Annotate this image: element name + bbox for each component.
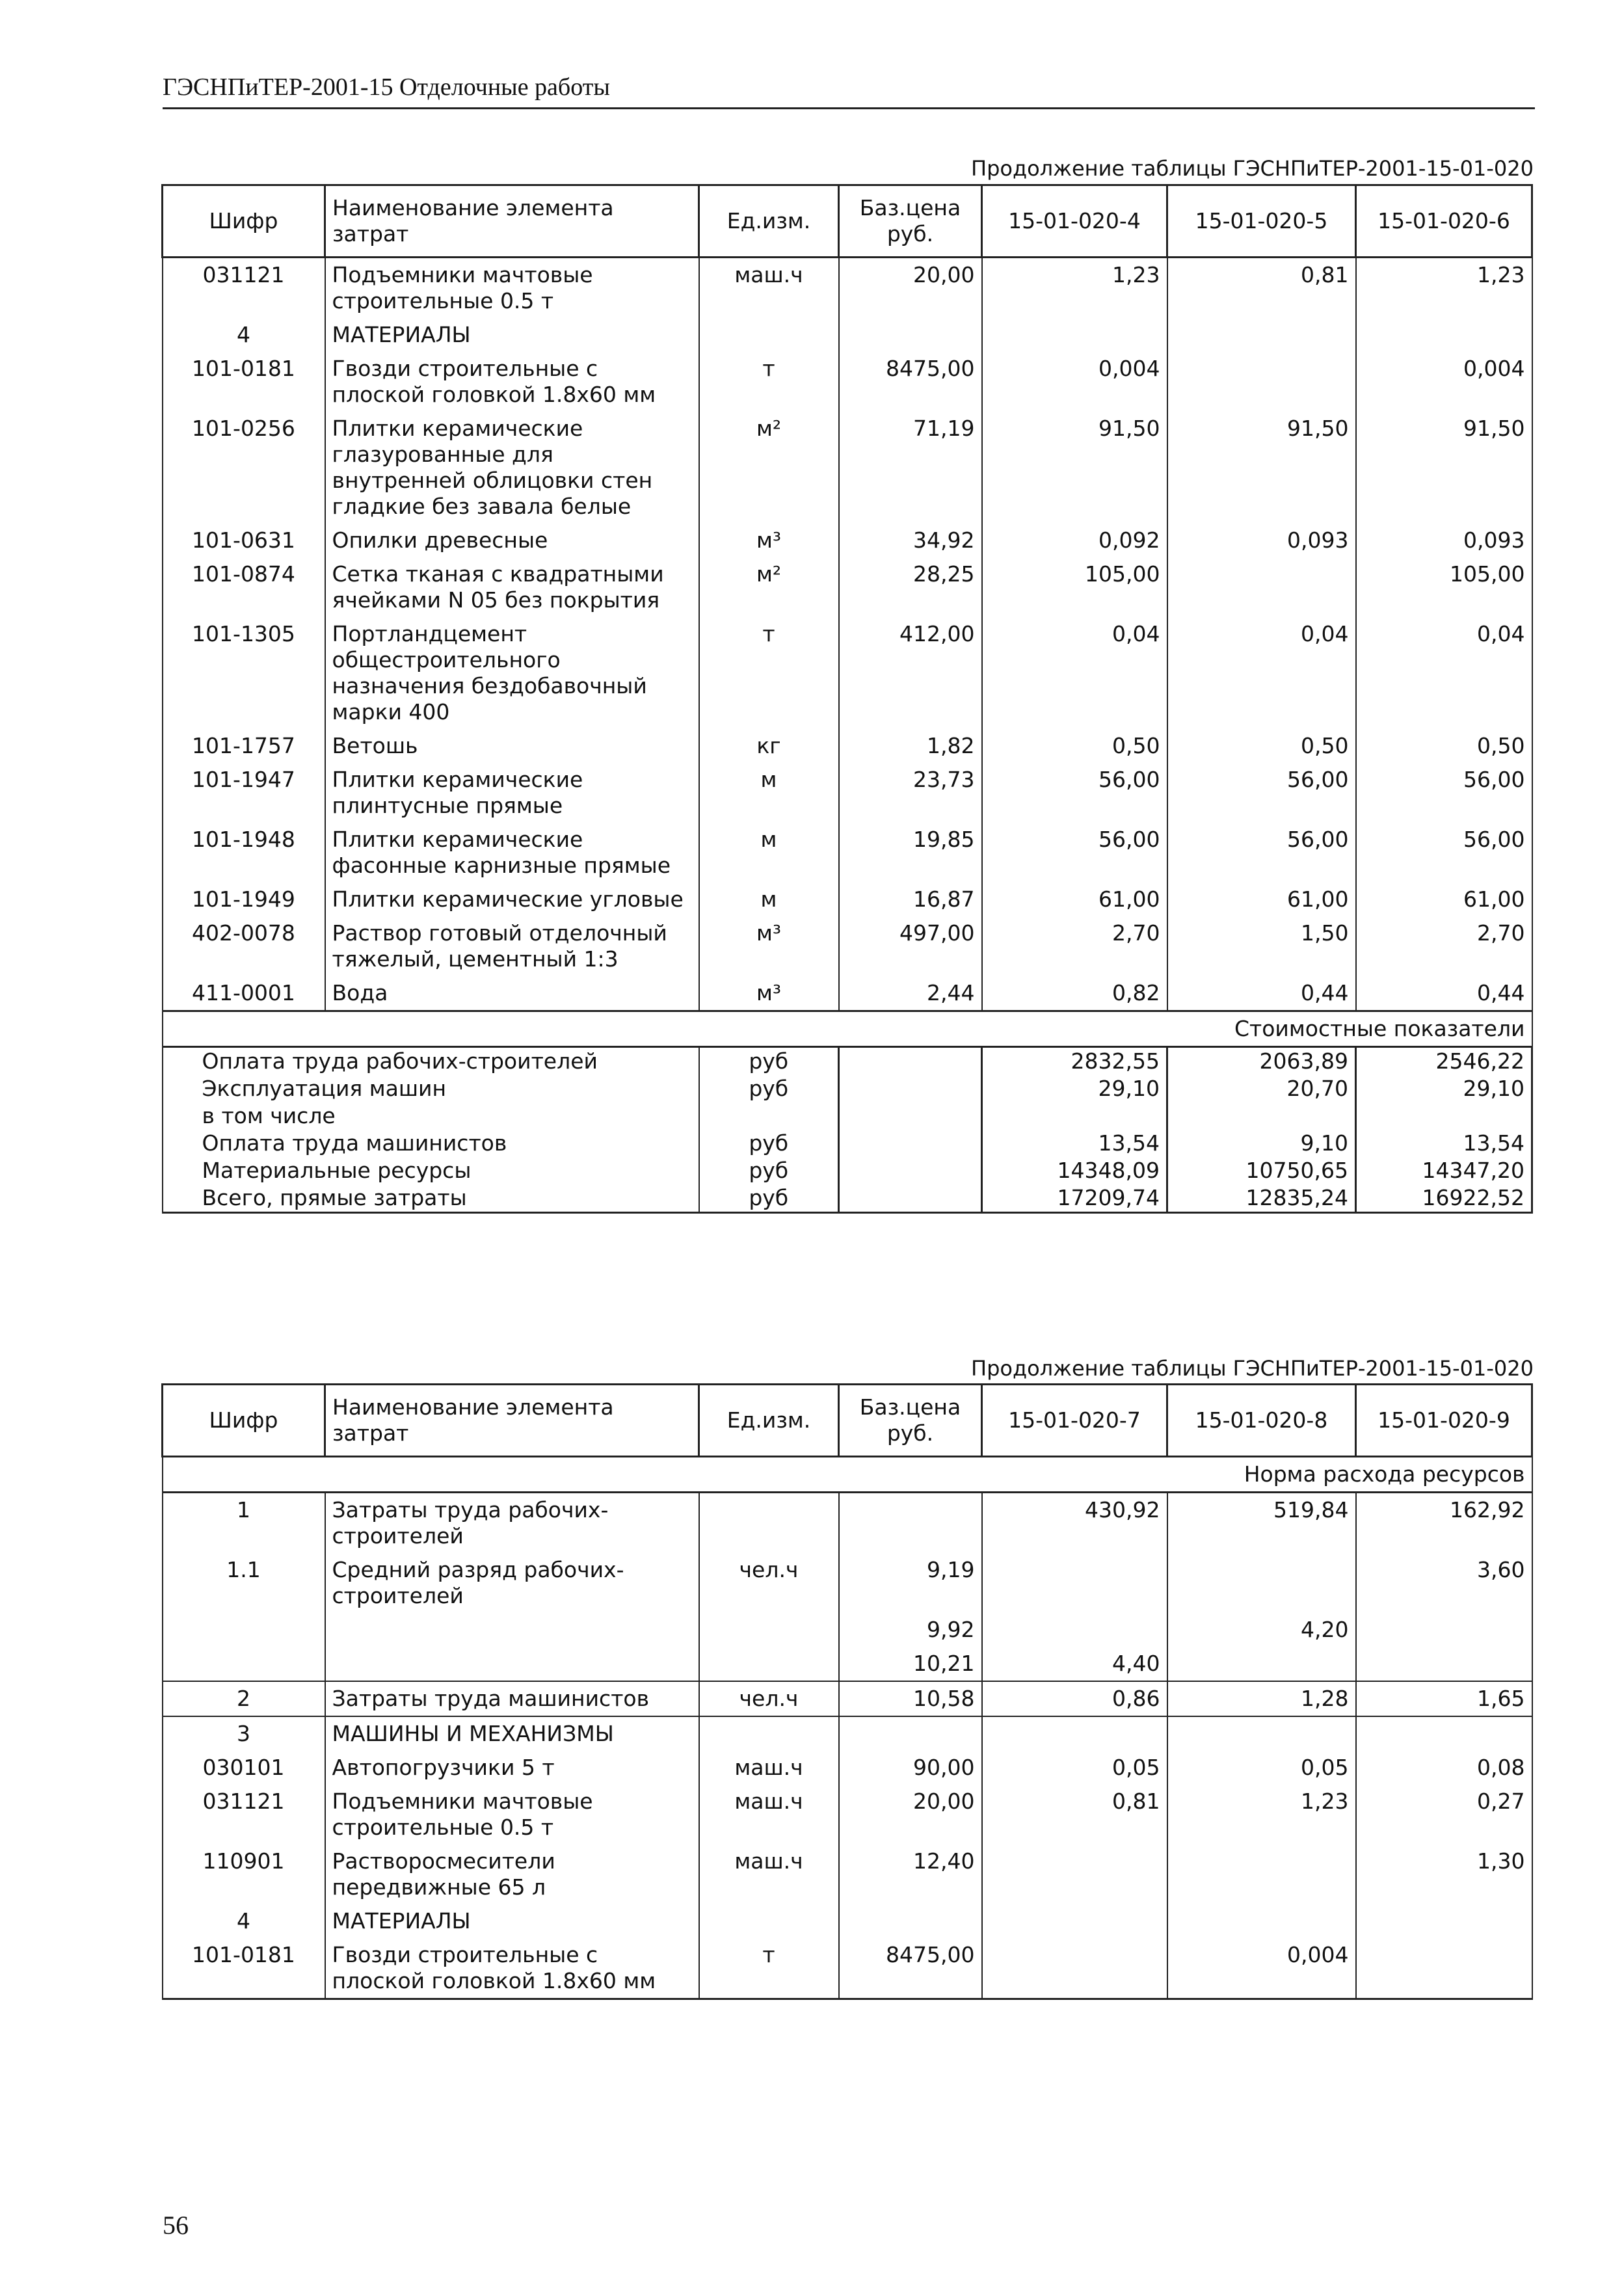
cell-value-1: 61,00 (982, 883, 1167, 916)
cell-name: Портландцемент общестроительного назначения бездобавочный марки 400 (325, 617, 699, 729)
header-rule (163, 107, 1535, 109)
cell-value-3 (1356, 1938, 1532, 1999)
cell-value-3: 0,04 (1356, 617, 1532, 729)
table-row (163, 524, 1532, 557)
cell-price (839, 1493, 982, 1554)
cell-value-1: 0,50 (982, 729, 1167, 763)
cell-value-3: 162,92 (1356, 1493, 1532, 1554)
summary-value-2: 12835,24 (1167, 1184, 1356, 1213)
summary-unit: руб (699, 1075, 839, 1102)
cell-price: 412,00 (839, 617, 982, 729)
cell-name: Раствор готовый отделочный тяжелый, цементный 1:3 (325, 916, 699, 976)
cell-value-3: 0,08 (1356, 1751, 1532, 1785)
summary-spacer (839, 1130, 982, 1157)
cell-value-2 (1167, 318, 1356, 352)
cell-value-1: 0,81 (982, 1785, 1167, 1844)
table-row (163, 1493, 1532, 1554)
cell-value-2: 519,84 (1167, 1493, 1356, 1554)
summary-value-1: 29,10 (982, 1075, 1167, 1102)
cell-unit: т (699, 1938, 839, 1999)
cell-name: Подъемники мачтовые строительные 0.5 т (325, 258, 699, 319)
cell-unit: м² (699, 412, 839, 524)
header-code: Шифр (163, 1385, 325, 1457)
table-row (163, 1553, 1532, 1613)
cell-unit: м³ (699, 976, 839, 1011)
cell-price: 10,58 (839, 1681, 982, 1716)
cell-value-2: 4,20 (1167, 1613, 1356, 1647)
cell-price: 1,82 (839, 729, 982, 763)
cell-value-3 (1356, 318, 1532, 352)
cell-price: 71,19 (839, 412, 982, 524)
cell-value-2: 61,00 (1167, 883, 1356, 916)
cell-price: 497,00 (839, 916, 982, 976)
cell-price: 9,19 (839, 1553, 982, 1613)
summary-label: Оплата труда рабочих-строителей (163, 1047, 699, 1076)
page-number: 56 (163, 2211, 189, 2240)
header-name: Наименование элемента затрат (325, 185, 699, 258)
cell-code: 4 (163, 318, 325, 352)
summary-value-2: 10750,65 (1167, 1157, 1356, 1184)
cell-value-3: 2,70 (1356, 916, 1532, 976)
summary-value-3: 2546,22 (1356, 1047, 1532, 1076)
table-row (163, 1751, 1532, 1785)
header-col-2: 15-01-020-8 (1167, 1385, 1356, 1457)
cell-value-3 (1356, 1716, 1532, 1751)
table-row (163, 823, 1532, 883)
continuation-title-1: Продолжение таблицы ГЭСНПиТЕР-2001-15-01-020 (971, 156, 1534, 181)
summary-value-2: 9,10 (1167, 1130, 1356, 1157)
cell-value-3 (1356, 1904, 1532, 1938)
cell-name: Средний разряд рабочих-строителей (325, 1553, 699, 1613)
cell-code (163, 1613, 325, 1647)
cell-code: 101-1305 (163, 617, 325, 729)
cell-value-3: 3,60 (1356, 1553, 1532, 1613)
cell-unit (699, 318, 839, 352)
cell-value-2 (1167, 1647, 1356, 1681)
table-header-row (163, 1385, 1532, 1457)
cell-price: 34,92 (839, 524, 982, 557)
section-row (163, 1716, 1532, 1751)
header-col-3: 15-01-020-6 (1356, 185, 1532, 258)
summary-unit: руб (699, 1184, 839, 1213)
cell-price (839, 1904, 982, 1938)
cell-value-2: 0,004 (1167, 1938, 1356, 1999)
summary-value-3 (1356, 1102, 1532, 1130)
cell-value-1 (982, 1716, 1167, 1751)
table-row (163, 1613, 1532, 1647)
cell-unit: маш.ч (699, 1785, 839, 1844)
cell-code: 031121 (163, 1785, 325, 1844)
cell-code: 402-0078 (163, 916, 325, 976)
cell-unit (699, 1647, 839, 1681)
cell-name: Плитки керамические угловые (325, 883, 699, 916)
cell-price: 20,00 (839, 1785, 982, 1844)
cell-code: 101-1948 (163, 823, 325, 883)
cell-value-3: 1,30 (1356, 1844, 1532, 1904)
cell-value-2: 0,81 (1167, 258, 1356, 319)
cell-value-3: 61,00 (1356, 883, 1532, 916)
table-row (163, 1647, 1532, 1681)
summary-unit: руб (699, 1130, 839, 1157)
summary-row (163, 1102, 1532, 1130)
cell-code: 3 (163, 1716, 325, 1751)
cell-name: Затраты труда машинистов (325, 1681, 699, 1716)
cell-value-1: 1,23 (982, 258, 1167, 319)
continuation-title-2: Продолжение таблицы ГЭСНПиТЕР-2001-15-01-020 (971, 1356, 1534, 1381)
cell-unit: кг (699, 729, 839, 763)
table-2-body (163, 1457, 1532, 1999)
summary-value-2 (1167, 1102, 1356, 1130)
cell-name: Автопогрузчики 5 т (325, 1751, 699, 1785)
cell-code: 101-0181 (163, 1938, 325, 1999)
cell-value-2: 0,50 (1167, 729, 1356, 763)
cell-value-3: 0,004 (1356, 352, 1532, 412)
norm-title: Норма расхода ресурсов (163, 1457, 1532, 1493)
summary-spacer (839, 1184, 982, 1213)
summary-spacer (839, 1102, 982, 1130)
summary-row (163, 1157, 1532, 1184)
cell-code: 101-0631 (163, 524, 325, 557)
cell-value-2: 91,50 (1167, 412, 1356, 524)
header-col-2: 15-01-020-5 (1167, 185, 1356, 258)
cell-value-3: 0,44 (1356, 976, 1532, 1011)
cell-code: 1.1 (163, 1553, 325, 1613)
cell-value-2: 0,05 (1167, 1751, 1356, 1785)
cell-price: 20,00 (839, 258, 982, 319)
table-row (163, 1844, 1532, 1904)
summary-spacer (839, 1047, 982, 1076)
cell-value-1 (982, 1904, 1167, 1938)
cell-value-3: 0,50 (1356, 729, 1532, 763)
summary-label: в том числе (163, 1102, 699, 1130)
cell-code: 101-0181 (163, 352, 325, 412)
cell-value-1: 56,00 (982, 823, 1167, 883)
header-price: Баз.цена руб. (839, 185, 982, 258)
header-unit: Ед.изм. (699, 185, 839, 258)
cell-name: МАШИНЫ И МЕХАНИЗМЫ (325, 1716, 699, 1751)
cell-code: 101-0256 (163, 412, 325, 524)
cell-unit (699, 1613, 839, 1647)
header-price: Баз.цена руб. (839, 1385, 982, 1457)
cell-value-2: 56,00 (1167, 763, 1356, 823)
header-code: Шифр (163, 185, 325, 258)
cell-name: Плитки керамические фасонные карнизные прямые (325, 823, 699, 883)
summary-label: Всего, прямые затраты (163, 1184, 699, 1213)
cell-value-1 (982, 1844, 1167, 1904)
cell-value-1: 4,40 (982, 1647, 1167, 1681)
cell-value-3: 0,093 (1356, 524, 1532, 557)
cell-name: Растворосмесители передвижные 65 л (325, 1844, 699, 1904)
cell-value-1: 430,92 (982, 1493, 1167, 1554)
cell-value-1: 56,00 (982, 763, 1167, 823)
cell-price (839, 1716, 982, 1751)
cell-price: 10,21 (839, 1647, 982, 1681)
header-unit: Ед.изм. (699, 1385, 839, 1457)
cell-name: МАТЕРИАЛЫ (325, 1904, 699, 1938)
summary-value-1 (982, 1102, 1167, 1130)
cell-code: 101-0874 (163, 557, 325, 617)
table-row (163, 883, 1532, 916)
summary-row (163, 1047, 1532, 1076)
table-row (163, 916, 1532, 976)
cell-value-1: 0,04 (982, 617, 1167, 729)
cell-value-3: 56,00 (1356, 763, 1532, 823)
cell-name: Плитки керамические плинтусные прямые (325, 763, 699, 823)
cell-value-1: 105,00 (982, 557, 1167, 617)
cell-value-3: 105,00 (1356, 557, 1532, 617)
cell-value-1: 0,05 (982, 1751, 1167, 1785)
cell-code: 101-1949 (163, 883, 325, 916)
cell-unit: чел.ч (699, 1553, 839, 1613)
cell-unit (699, 1904, 839, 1938)
cell-code: 2 (163, 1681, 325, 1716)
header-name: Наименование элемента затрат (325, 1385, 699, 1457)
cost-title-row (163, 1011, 1532, 1047)
table-row (163, 1681, 1532, 1716)
summary-unit (699, 1102, 839, 1130)
cell-unit: маш.ч (699, 1844, 839, 1904)
table-row (163, 352, 1532, 412)
cost-title: Стоимостные показатели (163, 1011, 1532, 1047)
summary-value-1: 17209,74 (982, 1184, 1167, 1213)
cell-price: 28,25 (839, 557, 982, 617)
cell-value-3: 1,65 (1356, 1681, 1532, 1716)
cell-name: Вода (325, 976, 699, 1011)
summary-spacer (839, 1075, 982, 1102)
cell-value-1 (982, 1938, 1167, 1999)
header-col-1: 15-01-020-7 (982, 1385, 1167, 1457)
cell-price: 2,44 (839, 976, 982, 1011)
cell-name (325, 1647, 699, 1681)
cell-value-1: 91,50 (982, 412, 1167, 524)
summary-row (163, 1075, 1532, 1102)
cell-unit: м (699, 823, 839, 883)
cell-value-1 (982, 318, 1167, 352)
cell-unit (699, 1716, 839, 1751)
cell-name: МАТЕРИАЛЫ (325, 318, 699, 352)
table-row (163, 258, 1532, 319)
summary-value-3: 16922,52 (1356, 1184, 1532, 1213)
cell-unit: т (699, 617, 839, 729)
cell-unit: м (699, 763, 839, 823)
cell-value-1: 2,70 (982, 916, 1167, 976)
cell-name: Ветошь (325, 729, 699, 763)
cell-value-2: 1,28 (1167, 1681, 1356, 1716)
cell-code: 110901 (163, 1844, 325, 1904)
summary-value-1: 13,54 (982, 1130, 1167, 1157)
summary-value-2: 20,70 (1167, 1075, 1356, 1102)
cell-value-1 (982, 1613, 1167, 1647)
summary-value-3: 14347,20 (1356, 1157, 1532, 1184)
cell-price: 16,87 (839, 883, 982, 916)
estimate-table-2 (161, 1383, 1533, 2000)
cell-name (325, 1613, 699, 1647)
cell-unit: маш.ч (699, 258, 839, 319)
cell-name: Опилки древесные (325, 524, 699, 557)
cell-code: 4 (163, 1904, 325, 1938)
summary-value-1: 2832,55 (982, 1047, 1167, 1076)
cell-value-2: 0,44 (1167, 976, 1356, 1011)
cell-price: 12,40 (839, 1844, 982, 1904)
cell-price: 23,73 (839, 763, 982, 823)
table-header-row (163, 185, 1532, 258)
table-row (163, 557, 1532, 617)
summary-label: Эксплуатация машин (163, 1075, 699, 1102)
cell-price: 9,92 (839, 1613, 982, 1647)
summary-label: Оплата труда машинистов (163, 1130, 699, 1157)
cell-value-1: 0,82 (982, 976, 1167, 1011)
cell-code: 101-1757 (163, 729, 325, 763)
estimate-table-1 (161, 184, 1533, 1214)
cell-name: Гвозди строительные с плоской головкой 1.8х60 мм (325, 1938, 699, 1999)
cell-code: 411-0001 (163, 976, 325, 1011)
table-row (163, 763, 1532, 823)
summary-value-3: 13,54 (1356, 1130, 1532, 1157)
table-row (163, 1785, 1532, 1844)
section-row (163, 1904, 1532, 1938)
cell-unit: м (699, 883, 839, 916)
cell-value-1: 0,86 (982, 1681, 1167, 1716)
cell-value-2 (1167, 1553, 1356, 1613)
summary-value-1: 14348,09 (982, 1157, 1167, 1184)
cell-name: Плитки керамические глазурованные для внутренней облицовки стен гладкие без завала белые (325, 412, 699, 524)
cell-unit: м³ (699, 916, 839, 976)
cell-name: Подъемники мачтовые строительные 0.5 т (325, 1785, 699, 1844)
cell-value-2: 1,23 (1167, 1785, 1356, 1844)
cell-unit: т (699, 352, 839, 412)
cell-code: 030101 (163, 1751, 325, 1785)
summary-row (163, 1184, 1532, 1213)
cell-name: Гвозди строительные с плоской головкой 1.8х60 мм (325, 352, 699, 412)
cell-price (839, 318, 982, 352)
cell-unit (699, 1493, 839, 1554)
cell-code: 031121 (163, 258, 325, 319)
cell-value-2 (1167, 1716, 1356, 1751)
cell-price: 8475,00 (839, 1938, 982, 1999)
cell-value-2 (1167, 1904, 1356, 1938)
summary-unit: руб (699, 1047, 839, 1076)
cell-value-3 (1356, 1647, 1532, 1681)
table-row (163, 976, 1532, 1011)
cell-value-2 (1167, 1844, 1356, 1904)
cell-unit: м² (699, 557, 839, 617)
section-row (163, 318, 1532, 352)
table-row (163, 729, 1532, 763)
cell-value-3: 0,27 (1356, 1785, 1532, 1844)
cell-value-2: 0,04 (1167, 617, 1356, 729)
summary-label: Материальные ресурсы (163, 1157, 699, 1184)
cell-value-3 (1356, 1613, 1532, 1647)
cell-value-2: 56,00 (1167, 823, 1356, 883)
page-header: ГЭСНПиТЕР-2001-15 Отделочные работы (163, 73, 610, 101)
header-col-3: 15-01-020-9 (1356, 1385, 1532, 1457)
cell-value-2 (1167, 557, 1356, 617)
cell-value-3: 91,50 (1356, 412, 1532, 524)
header-col-1: 15-01-020-4 (982, 185, 1167, 258)
cell-value-3: 1,23 (1356, 258, 1532, 319)
cell-code: 1 (163, 1493, 325, 1554)
cell-value-2: 1,50 (1167, 916, 1356, 976)
cell-value-3: 56,00 (1356, 823, 1532, 883)
table-row (163, 412, 1532, 524)
cell-name: Сетка тканая с квадратными ячейками N 05 без покрытия (325, 557, 699, 617)
cell-unit: чел.ч (699, 1681, 839, 1716)
summary-row (163, 1130, 1532, 1157)
table-row (163, 617, 1532, 729)
cell-value-1: 0,004 (982, 352, 1167, 412)
table-1-summary (163, 1011, 1532, 1213)
summary-value-2: 2063,89 (1167, 1047, 1356, 1076)
summary-spacer (839, 1157, 982, 1184)
cell-value-1: 0,092 (982, 524, 1167, 557)
table-row (163, 1938, 1532, 1999)
cell-value-2: 0,093 (1167, 524, 1356, 557)
cell-price: 8475,00 (839, 352, 982, 412)
cell-price: 19,85 (839, 823, 982, 883)
cell-code (163, 1647, 325, 1681)
cell-code: 101-1947 (163, 763, 325, 823)
summary-unit: руб (699, 1157, 839, 1184)
cell-value-1 (982, 1553, 1167, 1613)
table-1-body (163, 258, 1532, 1011)
cell-value-2 (1167, 352, 1356, 412)
cell-price: 90,00 (839, 1751, 982, 1785)
cell-unit: м³ (699, 524, 839, 557)
norm-title-row (163, 1457, 1532, 1493)
summary-value-3: 29,10 (1356, 1075, 1532, 1102)
cell-name: Затраты труда рабочих-строителей (325, 1493, 699, 1554)
cell-unit: маш.ч (699, 1751, 839, 1785)
